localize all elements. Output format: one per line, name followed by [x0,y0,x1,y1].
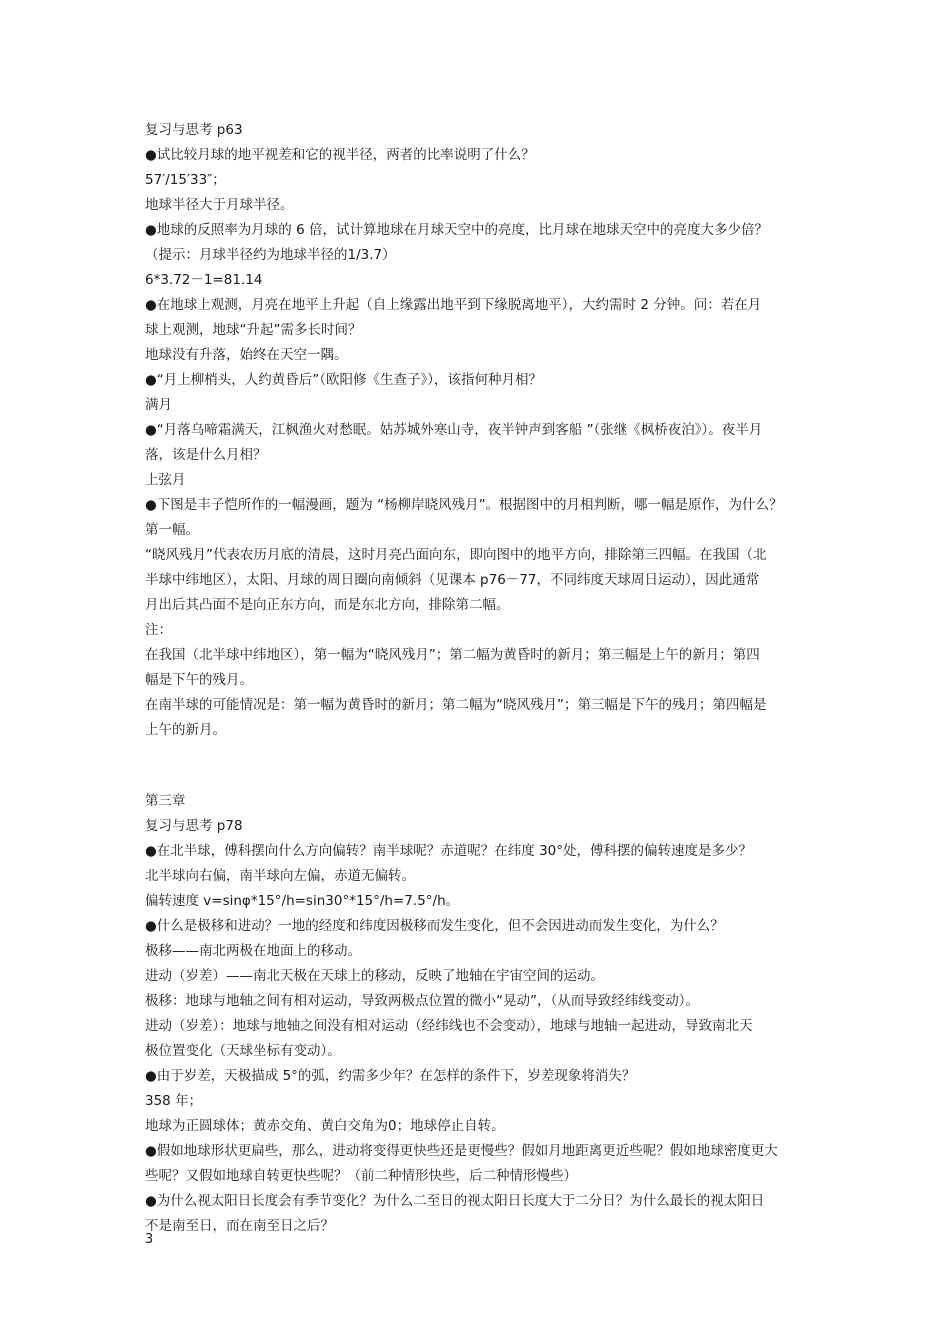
text-line: 不是南至日，而在南至日之后？ [145,1218,334,1234]
text-line: 复习与思考 p63 [145,122,243,138]
text-line: 球上观测，地球“升起”需多长时间？ [145,322,362,338]
text-line: （提示：月球半径约为地球半径的1/3.7） [145,247,396,263]
text-line: 6*3.72－1=81.14 [145,272,263,288]
text-line: ●“月上柳梢头，人约黄昏后”（欧阳修《生查子》），该指何种月相？ [145,372,543,388]
text-line: 上弦月 [145,472,186,488]
text-line: 在我国（北半球中纬地区），第一幅为“晓风残月”；第二幅为黄昏时的新月；第三幅是上午的新月；第四 [145,647,760,663]
text-line: 偏转速度 v=sinφ*15°/h=sin30°*15°/h=7.5°/h。 [145,893,460,909]
text-line: ●下图是丰子恺所作的一幅漫画，题为 “杨柳岸晓风残月”。根据图中的月相判断，哪一幅是原作，为什么？ [145,497,783,513]
text-line: 复习与思考 p78 [145,818,243,834]
text-line: 进动（岁差）：地球与地轴之间没有相对运动（经纬线也不会变动），地球与地轴一起进动，导致南北天 [145,1018,753,1034]
text-line: 极移——南北两极在地面上的移动。 [145,943,361,959]
text-line: 幅是下午的残月。 [145,672,253,688]
text-line: 北半球向右偏，南半球向左偏，赤道无偏转。 [145,868,415,884]
text-line: 进动（岁差）——南北天极在天球上的移动，反映了地轴在宇宙空间的运动。 [145,968,604,984]
text-line: ●“月落乌啼霜满天，江枫渔火对愁眠。姑苏城外寒山寺，夜半钟声到客船 ”（张继《枫桥夜泊》）。夜半月 [145,422,763,438]
text-line: 月出后其凸面不是向正东方向，而是东北方向，排除第二幅。 [145,597,510,613]
text-line: ●什么是极移和进动？一地的经度和纬度因极移而发生变化，但不会因进动而发生变化，为什么？ [145,918,724,934]
document-body [145,118,825,1239]
text-line: 极位置变化（天球坐标有变动）。 [145,1043,341,1059]
text-line: ●假如地球形状更扁些，那么，进动将变得更快些还是更慢些？假如月地距离更近些呢？假如地球密度更大 [145,1143,778,1159]
text-line: 些呢？又假如地球自转更快些呢？（前二种情形快些，后二种情形慢些） [145,1168,577,1184]
text-line: ●地球的反照率为月球的 6 倍，试计算地球在月球天空中的亮度，比月球在地球天空中的亮度大多少倍？ [145,222,768,238]
text-line: 地球为正圆球体；黄赤交角、黄白交角为0；地球停止自转。 [145,1118,505,1134]
text-line: 满月 [145,397,172,413]
text-line: 在南半球的可能情况是：第一幅为黄昏时的新月；第二幅为“晓风残月”；第三幅是下午的残月；第四幅是 [145,697,767,713]
text-line: “晓风残月”代表农历月底的清晨，这时月亮凸面向东，即向图中的地平方向，排除第三四幅。在我国（北 [145,547,767,563]
text-line: ●试比较月球的地平视差和它的视半径，两者的比率说明了什么？ [145,147,535,163]
text-line: 57′/15′33″； [145,172,226,188]
text-line: ●由于岁差，天极描成 5°的弧，约需多少年？在怎样的条件下，岁差现象将消失？ [145,1068,636,1084]
text-line: ●在地球上观测，月亮在地平上升起（自上缘露出地平到下缘脱离地平），大约需时 2 分钟。问：若在月 [145,297,762,313]
page-number: 3 [145,1232,154,1247]
text-line: 落，该是什么月相？ [145,447,267,463]
text-line: ●为什么视太阳日长度会有季节变化？为什么二至日的视太阳日长度大于二分日？为什么最长的视太阳日 [145,1193,765,1209]
section-chapter-three-review [145,789,825,1239]
text-line: 地球没有升落，始终在天空一隅。 [145,347,348,363]
text-line: 358 年； [145,1093,203,1109]
text-line: 第三章 [145,793,186,809]
text-line: 第一幅。 [145,522,199,538]
text-line: 极移：地球与地轴之间有相对运动，导致两极点位置的微小“晃动”，（从而导致经纬线变动）。 [145,993,699,1009]
text-line: 上午的新月。 [145,722,226,738]
section-gap [145,743,825,789]
text-line: ●在北半球，傅科摆向什么方向偏转？南半球呢？赤道呢？在纬度 30°处，傅科摆的偏转速度是多少？ [145,843,752,859]
section-chapter-two-review [145,118,825,743]
text-line: 半球中纬地区），太阳、月球的周日圈向南倾斜（见课本 p76－77，不同纬度天球周日运动），因此通常 [145,572,760,588]
text-line: 注： [145,622,172,638]
text-line: 地球半径大于月球半径。 [145,197,294,213]
